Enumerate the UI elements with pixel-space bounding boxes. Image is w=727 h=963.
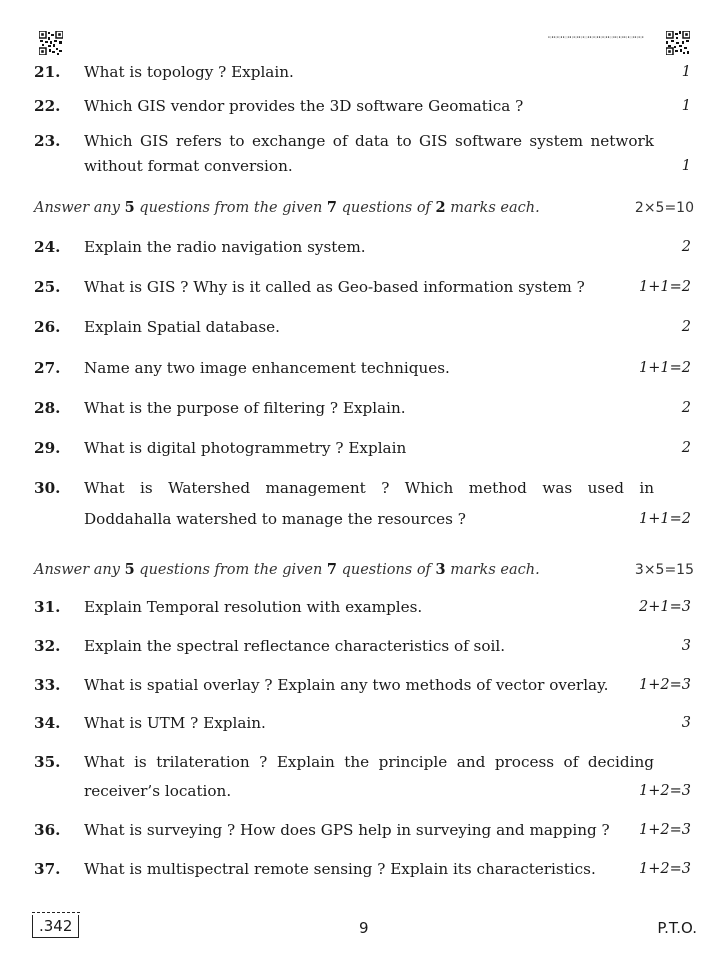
question-number: 27. (34, 359, 61, 377)
question-number: 37. (34, 860, 61, 878)
question-text: Name any two image enhancement techniques. (84, 359, 450, 377)
question-text: What is topology ? Explain. (84, 63, 294, 81)
question-marks: 2 (681, 440, 691, 456)
question-text: Explain the radio navigation system. (84, 238, 366, 256)
question-marks: 2+1=3 (639, 599, 691, 615)
question-marks: 3 (681, 715, 691, 731)
question-number: 35. (34, 753, 61, 771)
question-text: Explain Temporal resolution with examples. (84, 598, 423, 616)
section-marks: 2×5=10 (634, 200, 694, 216)
question-marks: 1 (681, 64, 691, 80)
question-marks: 1 (681, 98, 691, 114)
qr-code-icon (666, 31, 690, 55)
question-number: 22. (34, 97, 61, 115)
question-text: What is trilateration ? Explain the principle and process of deciding (84, 753, 654, 771)
section-instruction: Answer any 5 questions from the given 7 questions of 2 marks each. 2×5=10 (34, 199, 694, 216)
question-text: What is multispectral remote sensing ? Explain its characteristics. (84, 860, 596, 878)
question-text: What is GIS ? Why is it called as Geo-based information system ? (84, 278, 585, 296)
question-marks: 1+1=2 (639, 279, 691, 295)
question-marks: 2 (681, 400, 691, 416)
question-number: 23. (34, 132, 61, 150)
section-marks: 3×5=15 (634, 562, 694, 578)
question-text: What is Watershed management ? Which method was used in (84, 479, 654, 497)
qr-code-icon (39, 31, 63, 55)
question-text-continued: receiver’s location. (84, 782, 232, 800)
question-marks: 2 (681, 239, 691, 255)
question-text-continued: Doddahalla watershed to manage the resources ? (84, 510, 466, 528)
question-number: 30. (34, 479, 61, 497)
question-marks: 1+1=2 (639, 360, 691, 376)
question-number: 25. (34, 278, 61, 296)
question-marks: 2 (681, 319, 691, 335)
question-marks: 1+2=3 (639, 822, 691, 838)
question-number: 24. (34, 238, 61, 256)
question-marks: 1+1=2 (639, 511, 691, 527)
question-text-continued: without format conversion. (84, 157, 293, 175)
question-text: Explain Spatial database. (84, 318, 280, 336)
question-number: 31. (34, 598, 61, 616)
question-text: Which GIS vendor provides the 3D software Geomatica ? (84, 97, 524, 115)
question-text: Explain the spectral reflectance characteristics of soil. (84, 637, 506, 655)
question-number: 32. (34, 637, 61, 655)
question-text: Which GIS refers to exchange of data to GIS software system network (84, 132, 654, 150)
question-number: 28. (34, 399, 61, 417)
question-number: 26. (34, 318, 61, 336)
header-code-strip: ▮▯▮▮▯▮▯▮▮▯▯▮▮▯▮▯▮▮▯▮▯▯▮▮▯▮▯▮▮▯▮▯▮▮▯▯▮▮▯▮▯▮▮▯▮▯▯▮▮▯▮▯▮ (548, 35, 644, 39)
question-marks: 1 (681, 158, 691, 174)
question-text: What is digital photogrammetry ? Explain (84, 439, 407, 457)
question-number: 36. (34, 821, 61, 839)
pto-label: P.T.O. (657, 919, 697, 937)
question-number: 29. (34, 439, 61, 457)
question-marks: 1+2=3 (639, 783, 691, 799)
question-text: What is spatial overlay ? Explain any two methods of vector overlay. (84, 676, 609, 694)
paper-code-box: .342 (32, 915, 79, 938)
question-text: What is UTM ? Explain. (84, 714, 266, 732)
page-number: 9 (359, 919, 369, 937)
question-marks: 1+2=3 (639, 861, 691, 877)
question-text: What is surveying ? How does GPS help in surveying and mapping ? (84, 821, 610, 839)
question-number: 34. (34, 714, 61, 732)
section-instruction: Answer any 5 questions from the given 7 questions of 3 marks each. 3×5=15 (34, 561, 694, 578)
question-marks: 1+2=3 (639, 677, 691, 693)
question-number: 33. (34, 676, 61, 694)
question-number: 21. (34, 63, 61, 81)
question-text: What is the purpose of filtering ? Explain. (84, 399, 406, 417)
question-marks: 3 (681, 638, 691, 654)
